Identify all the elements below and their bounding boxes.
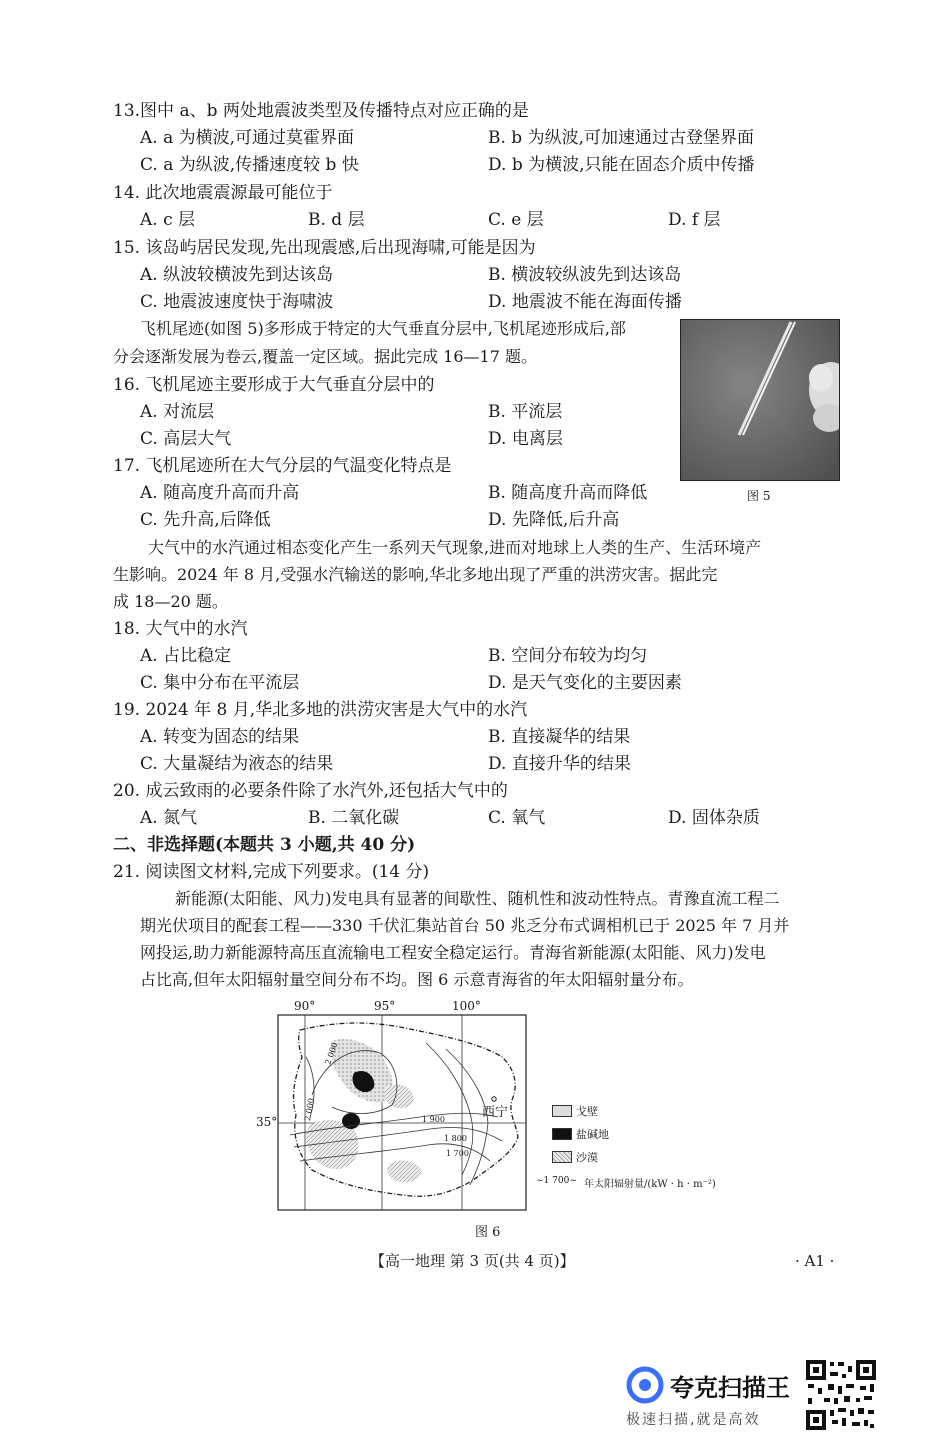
map-lon-100: 100° <box>452 999 481 1013</box>
q20-option-d: D. 固体杂质 <box>668 808 760 828</box>
map-contour-label: 2 000 <box>303 1097 316 1122</box>
q21-para-line1: 新能源(太阳能、风力)发电具有显著的间歇性、随机性和波动性特点。青豫直流工程二 <box>175 889 780 908</box>
q15-option-d: D. 地震波不能在海面传播 <box>488 292 682 312</box>
q17-option-c: C. 先升高,后降低 <box>140 510 271 530</box>
q20-option-a: A. 氮气 <box>140 808 198 828</box>
intro18-line1: 大气中的水汽通过相态变化产生一系列天气现象,进而对地球上人类的生产、生活环境产 <box>148 538 762 557</box>
q13-option-b: B. b 为纵波,可加速通过古登堡界面 <box>488 128 754 148</box>
scanner-slogan: 极速扫描,就是高效 <box>626 1412 761 1428</box>
q14-option-b: B. d 层 <box>308 210 365 230</box>
paper-code: · A1 · <box>795 1252 835 1270</box>
q13-option-c: C. a 为纵波,传播速度较 b 快 <box>140 155 359 175</box>
figure5-caption: 图 5 <box>747 489 771 503</box>
q13-option-d: D. b 为横波,只能在固态介质中传播 <box>488 155 755 175</box>
legend-saline-label: 盐碱地 <box>576 1128 609 1141</box>
q21-para-line2: 期光伏项目的配套工程——330 千伏汇集站首台 50 兆乏分布式调相机已于 2025 年 7 月并 <box>140 916 790 935</box>
q17-option-a: A. 随高度升高而升高 <box>140 483 300 503</box>
map-contour-label: 1 700 <box>446 1149 469 1158</box>
q19-stem: 19. 2024 年 8 月,华北多地的洪涝灾害是大气中的水汽 <box>113 700 528 720</box>
map-contour-label: 1 800 <box>444 1134 467 1143</box>
figure6-solar-radiation-map <box>250 995 730 1220</box>
map-city-xining: 西宁 <box>482 1105 509 1120</box>
q20-stem: 20. 成云致雨的必要条件除了水汽外,还包括大气中的 <box>113 781 508 801</box>
q17-stem: 17. 飞机尾迹所在大气分层的气温变化特点是 <box>113 456 452 476</box>
intro16-line2: 分会逐渐发展为卷云,覆盖一定区域。据此完成 16—17 题。 <box>113 347 537 366</box>
q16-stem: 16. 飞机尾迹主要形成于大气垂直分层中的 <box>113 375 435 395</box>
q21-para-line3: 网投运,助力新能源特高压直流输电工程安全稳定运行。青海省新能源(太阳能、风力)发电 <box>140 943 766 962</box>
q16-option-c: C. 高层大气 <box>140 429 232 449</box>
q15-option-a: A. 纵波较横波先到达该岛 <box>140 265 334 285</box>
q14-option-a: A. c 层 <box>140 210 196 230</box>
q20-option-b: B. 二氧化碳 <box>308 808 400 828</box>
q17-option-b: B. 随高度升高而降低 <box>488 483 648 503</box>
q18-option-c: C. 集中分布在平流层 <box>140 673 300 693</box>
q15-option-b: B. 横波较纵波先到达该岛 <box>488 265 682 285</box>
q16-option-d: D. 电离层 <box>488 429 563 449</box>
legend-desert-swatch <box>552 1151 572 1163</box>
q21-para-line4: 占比高,但年太阳辐射量空间分布不均。图 6 示意青海省的年太阳辐射量分布。 <box>140 970 694 989</box>
q19-option-d: D. 直接升华的结果 <box>488 754 631 774</box>
q18-option-a: A. 占比稳定 <box>140 646 232 666</box>
scanner-watermark <box>626 1362 801 1432</box>
section2-heading: 二、非选择题(本题共 3 小题,共 40 分) <box>113 835 416 855</box>
map-lon-90: 90° <box>294 999 316 1013</box>
q19-option-b: B. 直接凝华的结果 <box>488 727 631 747</box>
q15-option-c: C. 地震波速度快于海啸波 <box>140 292 334 312</box>
scanner-brand-name: 夸克扫描王 <box>670 1374 790 1402</box>
scanner-logo-icon <box>626 1366 664 1404</box>
intro16-line1: 飞机尾迹(如图 5)多形成于特定的大气垂直分层中,飞机尾迹形成后,部 <box>140 319 626 338</box>
map-lon-95: 95° <box>374 999 396 1013</box>
q17-option-d: D. 先降低,后升高 <box>488 510 620 530</box>
q16-option-b: B. 平流层 <box>488 402 563 422</box>
legend-gobi-label: 戈壁 <box>576 1105 598 1118</box>
map-contour-label: 1 900 <box>422 1115 445 1124</box>
q13-option-a: A. a 为横波,可通过莫霍界面 <box>140 128 355 148</box>
figure6-caption: 图 6 <box>475 1225 501 1240</box>
q21-stem: 21. 阅读图文材料,完成下列要求。(14 分) <box>113 862 430 882</box>
q19-option-c: C. 大量凝结为液态的结果 <box>140 754 334 774</box>
legend-desert-label: 沙漠 <box>576 1151 598 1164</box>
map-lat-35: 35° <box>256 1115 278 1129</box>
q18-stem: 18. 大气中的水汽 <box>113 619 248 639</box>
legend-isoline-label: 年太阳辐射量/(kW · h · m⁻²) <box>584 1179 716 1190</box>
legend-gobi-swatch <box>552 1105 572 1117</box>
q13-stem: 13.图中 a、b 两处地震波类型及传播特点对应正确的是 <box>113 101 529 121</box>
q14-option-c: C. e 层 <box>488 210 544 230</box>
q15-stem: 15. 该岛屿居民发现,先出现震感,后出现海啸,可能是因为 <box>113 238 536 258</box>
q14-option-d: D. f 层 <box>668 210 721 230</box>
page-footer: 【高一地理 第 3 页(共 4 页)】 <box>370 1252 575 1270</box>
q20-option-c: C. 氧气 <box>488 808 546 828</box>
q14-stem: 14. 此次地震震源最可能位于 <box>113 183 333 203</box>
legend-isoline-value: ~1 700~ <box>536 1176 577 1186</box>
intro18-line2: 生影响。2024 年 8 月,受强水汽输送的影响,华北多地出现了严重的洪涝灾害。据此完 <box>113 565 718 584</box>
figure5-contrail-photo <box>680 319 840 481</box>
q18-option-b: B. 空间分布较为均匀 <box>488 646 648 666</box>
q18-option-d: D. 是天气变化的主要因素 <box>488 673 682 693</box>
q19-option-a: A. 转变为固态的结果 <box>140 727 300 747</box>
map-contour-label: 2 000 <box>323 1041 340 1066</box>
qr-code-icon <box>804 1358 878 1432</box>
legend-saline-swatch <box>552 1128 572 1140</box>
intro18-line3: 成 18—20 题。 <box>113 592 228 611</box>
q16-option-a: A. 对流层 <box>140 402 215 422</box>
